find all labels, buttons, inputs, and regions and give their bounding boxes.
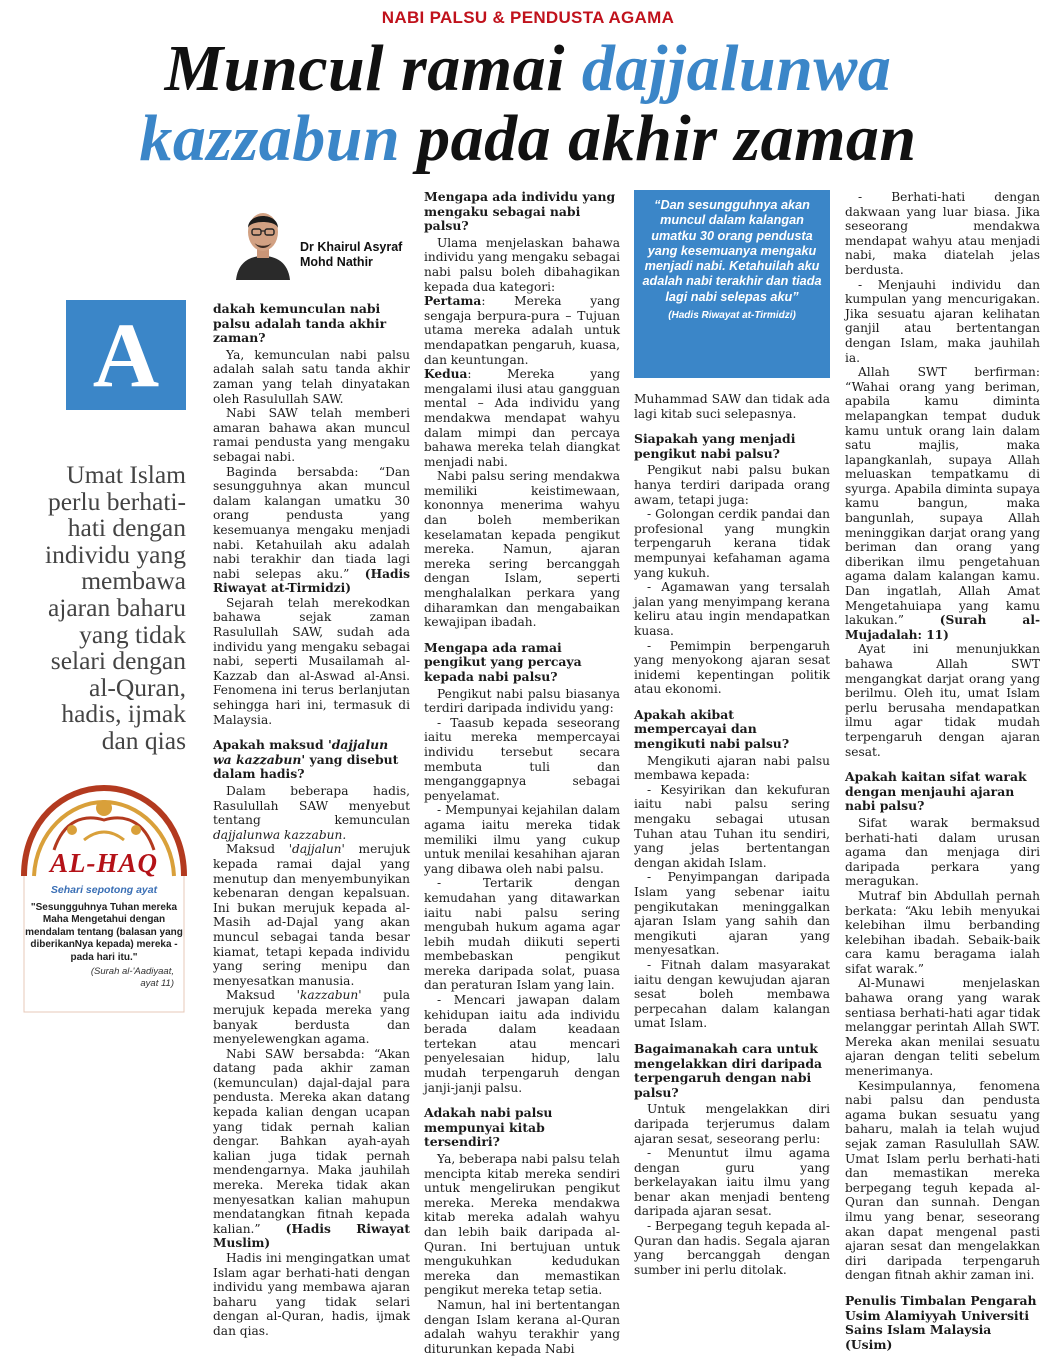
paragraph: Nabi palsu sering mendakwa memiliki keistimewaan, kononnya menerima wahyu dan boleh memberikan keselamatan kepada pengikut mereka. Namun, ajaran mereka sering bercanggah dengan Islam, seperti menghalalkan perkara yang diharamkan dan mengabaikan kewajipan ibadah. [424, 469, 620, 630]
author-byline: Penulis Timbalan Pengarah Usim Alamiyyah Universiti Sains Islam Malaysia (Usim) [845, 1292, 1037, 1352]
question-heading: Apakah akibat mempercayai dan mengikuti nabi palsu? [634, 706, 790, 752]
paragraph: Sifat warak bermaksud berhati-hati dalam urusan agama dan menjaga diri daripada perkara yang meragukan. [845, 815, 1040, 889]
hadith-quote-box [634, 190, 830, 378]
al-haq-subtitle: Sehari sepotong ayat [50, 884, 158, 896]
paragraph: Kedua: Mereka yang mengalami ilusi atau gangguan mental – Ada individu yang mendakwa mendapat wahyu dalam mimpi dan percaya bahawa mereka telah diangkat menjadi nabi. [424, 367, 620, 469]
paragraph: Nabi SAW bersabda: “Akan datang pada akhir zaman (kemunculan) dajal-dajal para pendusta. Mereka akan datang kepada kalian dengan ucapan yang tidak pernah kalian dengar. Bahkan ayah-ayah kalian juga tidak pernah mendengarnya. Maka jauhilah mereka. Mereka tidak akan menyesatkan kalian mahupun mendatangkan fitnah kepada kalian.” (Hadis Riwayat Muslim) [213, 1046, 410, 1251]
paragraph: - Taasub kepada seseorang iaitu mereka mempercayai individu tersebut secara membuta tuli dan menganggapnya sebagai penyelamat. [424, 715, 620, 803]
question-heading: Apakah kaitan sifat warak dengan menjauhi ajaran nabi palsu? [845, 769, 1027, 814]
paragraph: Baginda bersabda: “Dan sesungguhnya akan muncul dalam kalangan umatku 30 orang pendusta yang kesemuanya mengaku menjadi nabi. Ketahuilah aku adalah nabi terakhir dan tiada lagi nabi selepas aku.” (Hadis Riwayat at-Tirmidzi) [213, 464, 410, 596]
al-haq-title: AL-HAQ [49, 848, 158, 878]
paragraph: Mutraf bin Abdullah pernah berkata: “Aku lebih menyukai kelebihan ilmu berbanding kelebihan ibadah. Sebaik-baik cara kamu beragama ialah sifat warak.” [845, 888, 1040, 976]
paragraph: Untuk mengelakkan diri daripada terjerumus dalam ajaran sesat, seseorang perlu: [634, 1102, 830, 1146]
question-heading: Adakah nabi palsu mempunyai kitab tersendiri? [424, 1105, 553, 1150]
paragraph: Ayat ini menunjukkan bahawa Allah SWT mengangkat darjat orang yang berilmu. Oleh itu, umat Islam perlu berusaha mendapatkan ilmu agar tidak mudah terpengaruh dengan ajaran sesat. [845, 642, 1040, 759]
paragraph: - Pemimpin berpengaruh yang menyokong ajaran sesat inidemi kepentingan politik atau ekonomi. [634, 638, 830, 697]
question-heading: Mengapa ada ramai pengikut yang percaya kepada nabi palsu? [424, 639, 582, 684]
paragraph: - Mencari jawapan dalam kehidupan iaitu ada individu berada dalam keadaan tertekan atau mencari penyelesaian hidup, lalu mudah terpengaruh dengan janji-janji palsu. [424, 993, 620, 1095]
paragraph: - Kesyirikan dan kekufuran iaitu nabi palsu sering mengaku sebagai utusan Tuhan atau Tuhan itu sendiri, yang jelas bertentangan dengan akidah Islam. [634, 782, 830, 870]
question-heading: Apakah maksud 'dajjalun wa kazzabun' yang disebut dalam hadis? [213, 737, 399, 782]
paragraph: - Menuntut ilmu agama dengan guru yang berkelayakan iaitu ilmu yang benar akan menjadi benteng daripada ajaran sesat. [634, 1146, 830, 1219]
paragraph: Pengikut nabi palsu bukan hanya terdiri daripada orang awam, tetapi juga: [634, 463, 830, 507]
paragraph: Mengikuti ajaran nabi palsu membawa kepada: [634, 753, 830, 783]
article-column-1 [213, 302, 410, 1339]
paragraph: Dalam beberapa hadis, Rasulullah SAW menyebut tentang kemunculan dajjalunwa kazzabun. [213, 784, 410, 842]
paragraph: Nabi SAW telah memberi amaran bahawa akan muncul ramai pendusta yang mengaku sebagai nabi. [213, 406, 410, 464]
paragraph: - Menjauhi individu dan kumpulan yang mencurigakan. Jika sesuatu ajaran kelihatan ganjil atau bertentangan dengan Islam, maka jauhilah ia. [845, 277, 1040, 365]
paragraph: - Berpegang teguh kepada al-Quran dan hadis. Segala ajaran yang bercanggah dengan sumber ini perlu ditolak. [634, 1219, 830, 1277]
hadith-quote-text: “Dan sesungguhnya akan muncul dalam kalangan umatku 30 orang pendusta yang kesemuanya mengaku menjadi nabi. Ketahuilah aku adalah nabi terakhir dan tiada lagi nabi selepas aku” [642, 198, 822, 304]
pull-quote: Umat Islam perlu berhati-hati dengan individu yang membawa ajaran baharu yang tidak selari dengan al-Quran, hadis, ijmak dan qias [45, 460, 186, 755]
paragraph: Kesimpulannya, fenomena nabi palsu dan pendusta agama bukan sesuatu yang baharu, malah ia telah wujud sejak zaman Rasulullah SAW. Umat Islam perlu berhati-hati dan memastikan mereka berpegang teguh kepada al-Quran dan sunnah. Dengan ilmu yang benar, seseorang akan dapat mengenal pasti ajaran sesat dan mengelakkan diri daripada terpengaruh dengan fitnah akhir zaman ini. [845, 1078, 1040, 1283]
paragraph: Hadis ini mengingatkan umat Islam agar berhati-hati dengan individu yang membawa ajaran baharu yang tidak selari dengan al-Quran, hadis, ijmak dan qias. [213, 1251, 410, 1338]
question-heading: Bagaimanakah cara untuk mengelakkan diri daripada terpengaruh dengan nabi palsu? [634, 1040, 823, 1100]
paragraph: Ya, kemunculan nabi palsu adalah salah satu tanda akhir zaman yang telah dinyatakan oleh Rasulullah SAW. [213, 347, 410, 406]
question-heading: dakah kemunculan nabi palsu adalah tanda akhir zaman? [213, 301, 387, 346]
paragraph: Maksud 'kazzabun' pula merujuk kepada mereka yang banyak berdusta dan menyelewengkan agama. [213, 988, 410, 1047]
article-column-4 [845, 190, 1040, 1354]
paragraph: Namun, hal ini bertentangan dengan Islam kerana al-Quran adalah wahyu terakhir yang diturunkan kepada Nabi [424, 1297, 620, 1356]
headline-line-1: Muncul ramai dajjalunwa [164, 32, 892, 105]
al-haq-verse: "Sesungguhnya Tuhan mereka Maha Mengetahui dengan mendalam tentang (balasan yang diberikanNya kepada) mereka - pada hari itu." [25, 902, 183, 963]
paragraph: Allah SWT berfirman: “Wahai orang yang beriman, apabila kamu diminta melapangkan tempat duduk kamu untuk orang lain dalam satu majlis, maka lapangkanlah, supaya Allah meluaskan tempatkamu di syurga. Apabila diminta supaya kamu bangun, maka bangunlah, supaya Allah meninggikan darjat orang yang beriman dan orang yang diberikan ilmu pengetahuan agama dalam kalangan kamu. Dan ingatlah, Allah Amat Mengetahuiapa yang kamu lakukan.” (Surah al-Mujadalah: 11) [845, 365, 1041, 642]
drop-letter: A [66, 300, 186, 410]
paragraph: - Penyimpangan daripada Islam yang sebenar iaitu pengikutakan meninggalkan ajaran Islam yang sahih dan mengikuti ajaran yang menyesatkan. [634, 870, 830, 958]
paragraph: Muhammad SAW dan tidak ada lagi kitab suci selepasnya. [634, 392, 830, 421]
paragraph: Ulama menjelaskan bahawa individu yang mengaku sebagai nabi palsu boleh dibahagikan kepada dua kategori: [424, 235, 620, 294]
article-column-3 [634, 392, 830, 1277]
paragraph: - Golongan cerdik pandai dan profesional yang mungkin terpengaruh kerana tidak mempunyai kefahaman agama yang kukuh. [634, 507, 830, 580]
paragraph: Pertama: Mereka yang sengaja berpura-pura – Tujuan utama mereka adalah untuk mendapatkan pengaruh, kuasa, dan keuntungan. [424, 294, 620, 367]
hadith-quote-citation: (Hadis Riwayat at-Tirmidzi) [668, 310, 796, 322]
al-haq-box [14, 780, 194, 1020]
al-haq-citation: (Surah al-'Aadiyaat, ayat 11) [90, 966, 174, 989]
paragraph: Maksud 'dajjalun' merujuk kepada ramai dajal yang menutup dan menyembunyikan kebenaran dengan kepalsuan. Ini bukan merujuk kepada al-Masih ad-Dajal yang akan muncul sebagai tanda besar kiamat, tetapi kepada individu yang sering menipu dan menyesatkan manusia. [213, 842, 410, 988]
paragraph: Sejarah telah merekodkan bahawa sejak zaman Rasulullah SAW, sudah ada individu yang mengaku sebagai nabi, seperti Musailamah al-Kazzab dan al-Aswad al-Ansi. Fenomena ini terus berlanjutan sehingga hari ini, termasuk di Malaysia. [213, 595, 410, 727]
paragraph: Al-Munawi menjelaskan bahawa orang yang warak sentiasa berhati-hati agar tidak melanggar perintah Allah SWT. Mereka akan menilai sesuatu ajaran dengan teliti sebelum menerimanya. [845, 976, 1040, 1079]
paragraph: - Tertarik dengan kemudahan yang ditawarkan iaitu nabi palsu sering mengubah hukum agama agar lebih mudah diikuti seperti membebaskan pengikut mereka daripada solat, puasa dan peraturan Islam yang lain. [424, 876, 620, 993]
section-kicker: NABI PALSU & PENDUSTA AGAMA [381, 8, 675, 27]
question-heading: Mengapa ada individu yang mengaku sebagai nabi palsu? [424, 189, 616, 234]
author-name: Dr Khairul Asyraf Mohd Nathir [300, 240, 403, 269]
paragraph: - Agamawan yang tersalah jalan yang menyimpang kerana keliru atau ingin mendapatkan kuasa. [634, 580, 830, 638]
article-column-2 [424, 190, 620, 1356]
paragraph: - Mempunyai kejahilan dalam agama iaitu mereka tidak memiliki ilmu yang cukup untuk menilai kesahihan ajaran yang dibawa oleh nabi palsu. [424, 803, 620, 876]
headline-line-2: kazzabun pada akhir zaman [139, 102, 917, 175]
question-heading: Siapakah yang menjadi pengikut nabi palsu? [634, 431, 796, 461]
paragraph: - Fitnah dalam masyarakat iaitu dengan kewujudan ajaran sesat boleh membawa perpecahan dalam kalangan umat Islam. [634, 957, 830, 1031]
paragraph: Ya, beberapa nabi palsu telah mencipta kitab mereka sendiri untuk mengelirukan pengikut mereka. Mereka mendakwa kitab mereka adalah wahyu dan lebih baik daripada al-Quran. Ini bertujuan untuk mengukuhkan kedudukan mereka dan memastikan pengikut mereka tetap setia. [424, 1152, 620, 1298]
paragraph: - Berhati-hati dengan dakwaan yang luar biasa. Jika seseorang mendakwa mendapat wahyu atau menjadi nabi, maka diatelah jelas berdusta. [845, 190, 1040, 277]
author-photo [232, 200, 294, 280]
paragraph: Pengikut nabi palsu biasanya terdiri daripada individu yang: [424, 686, 620, 716]
